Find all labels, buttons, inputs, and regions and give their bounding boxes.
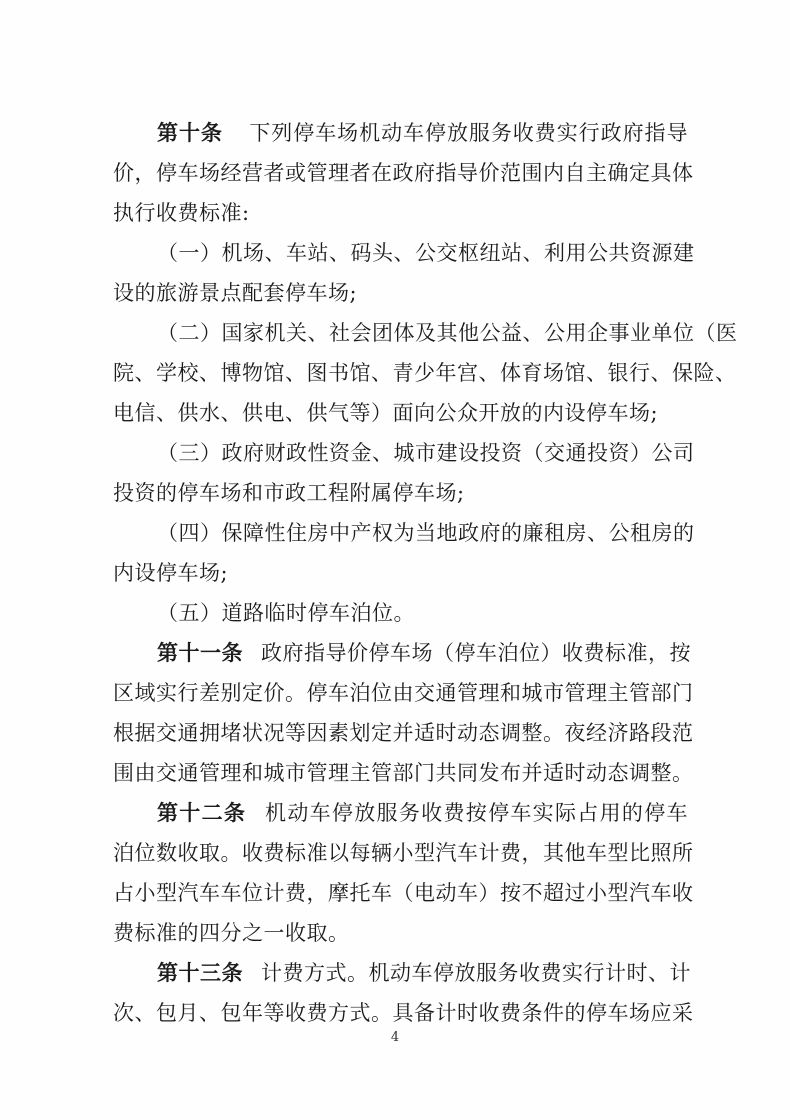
article-10-line-3: 执行收费标准: <box>113 201 250 225</box>
item-1-line-1: （一）机场、车站、码头、公交枢纽站、利用公共资源建 <box>157 241 695 265</box>
article-11-line-3: 根据交通拥堵状况等因素划定并适时动态调整。夜经济路段范 <box>113 721 694 745</box>
item-2-line-1: （二）国家机关、社会团体及其他公益、公用企事业单位（医 <box>157 321 738 345</box>
article-11-line-1: 第十一条 政府指导价停车场（停车泊位）收费标准，按 <box>157 641 691 665</box>
item-2-line-2: 院、学校、博物馆、图书馆、青少年宫、体育场馆、银行、保险、 <box>113 361 737 385</box>
item-4-line-1: （四）保障性住房中产权为当地政府的廉租房、公租房的 <box>157 521 695 545</box>
article-12-title: 第十二条 <box>157 801 247 825</box>
item-4-line-2: 内设停车场; <box>113 561 229 585</box>
article-10-line-2: 价，停车场经营者或管理者在政府指导价范围内自主确定具体 <box>113 161 694 185</box>
article-11-line-2: 区域实行差别定价。停车泊位由交通管理和城市管理主管部门 <box>113 681 694 705</box>
article-12-line-3: 占小型汽车车位计费，摩托车（电动车）按不超过小型汽车收 <box>113 881 694 905</box>
page-number: 4 <box>390 1030 400 1045</box>
article-10-title: 第十条 <box>157 121 223 145</box>
article-13-line-1: 第十三条 计费方式。机动车停放服务收费实行计时、计 <box>157 961 691 985</box>
article-10-line-1: 第十条 下列停车场机动车停放服务收费实行政府指导 <box>157 121 689 145</box>
article-13-line-2: 次、包月、包年等收费方式。具备计时收费条件的停车场应采 <box>113 1001 694 1025</box>
article-12-line-4: 费标准的四分之一收取。 <box>113 921 350 945</box>
item-1-line-2: 设的旅游景点配套停车场; <box>113 281 358 305</box>
article-13-title: 第十三条 <box>157 961 243 985</box>
article-12-line-2: 泊位数收取。收费标准以每辆小型汽车计费，其他车型比照所 <box>113 841 694 865</box>
article-11-title: 第十一条 <box>157 641 243 665</box>
item-5-line-1: （五）道路临时停车泊位。 <box>157 601 415 625</box>
item-3-line-2: 投资的停车场和市政工程附属停车场; <box>113 481 465 505</box>
article-11-line-4: 围由交通管理和城市管理主管部门共同发布并适时动态调整。 <box>113 761 694 785</box>
item-2-line-3: 电信、供水、供电、供气等）面向公众开放的内设停车场; <box>113 401 659 425</box>
article-12-line-1: 第十二条 机动车停放服务收费按停车实际占用的停车 <box>157 801 688 825</box>
item-3-line-1: （三）政府财政性资金、城市建设投资（交通投资）公司 <box>157 441 695 465</box>
